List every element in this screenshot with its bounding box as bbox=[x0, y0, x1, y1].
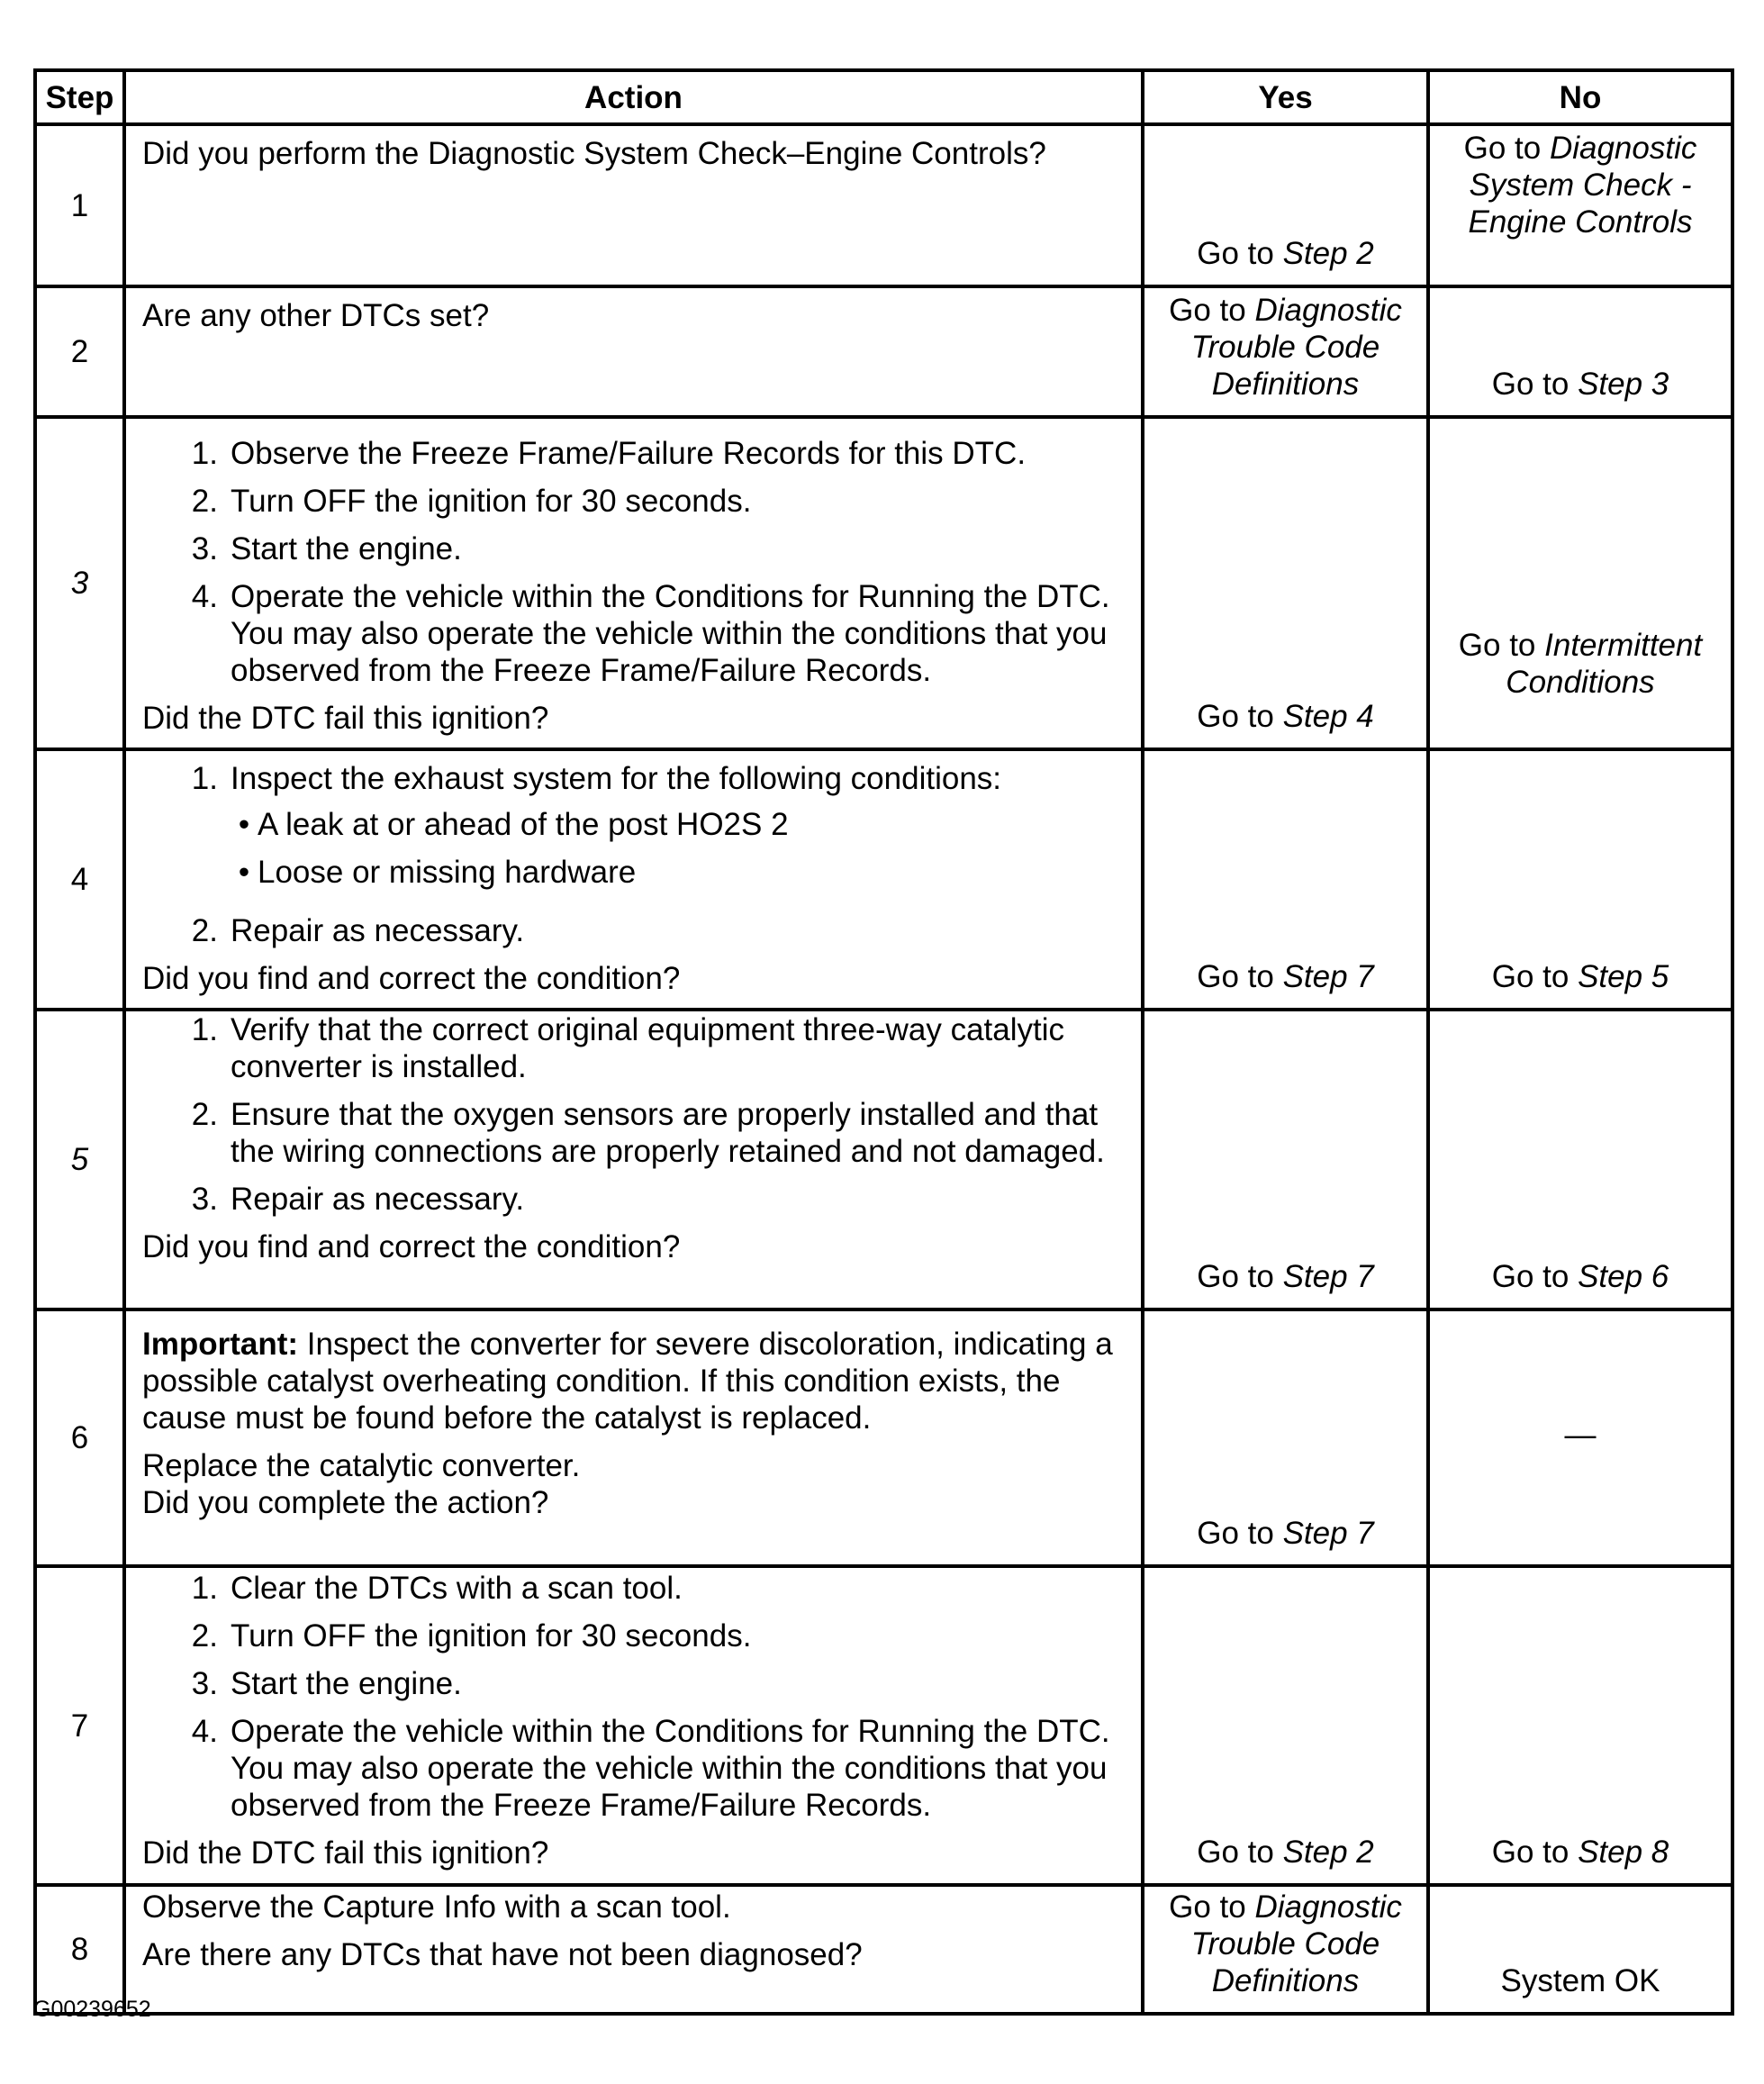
step-number: 1 bbox=[35, 124, 124, 286]
no-prefix: Go to bbox=[1491, 959, 1579, 994]
diagnostic-table bbox=[33, 68, 1734, 2016]
list-item: 2. Ensure that the oxygen sensors are properly installed and that the wiring connections are properly retained and not damaged. bbox=[191, 1097, 1105, 1169]
action-cell bbox=[124, 1010, 1143, 1309]
action-list bbox=[142, 435, 1128, 689]
step-number bbox=[35, 1010, 124, 1309]
step-number bbox=[35, 417, 124, 749]
yes-link[interactable]: Step 4 bbox=[1282, 699, 1374, 734]
no-link[interactable]: Step 5 bbox=[1578, 959, 1669, 994]
yes-link[interactable]: Step 2 bbox=[1282, 1835, 1374, 1870]
list-item: 3. Start the engine. bbox=[191, 531, 462, 566]
action-cell bbox=[124, 417, 1143, 749]
list-item: 2. Repair as necessary. bbox=[191, 913, 525, 948]
action-list bbox=[142, 1011, 1128, 1218]
list-item: 1. Observe the Freeze Frame/Failure Records for this DTC. bbox=[191, 436, 1027, 471]
action-question: Did the DTC fail this ignition? bbox=[142, 1835, 549, 1871]
action-list bbox=[142, 760, 1128, 949]
step-row-8 bbox=[35, 1885, 1732, 2014]
yes-prefix: Go to bbox=[1197, 959, 1283, 994]
yes-cell bbox=[1143, 749, 1428, 1010]
no-prefix: Go to bbox=[1463, 131, 1550, 166]
action-cell bbox=[124, 749, 1143, 1010]
yes-prefix: Go to bbox=[1197, 699, 1283, 734]
no-value: System OK bbox=[1500, 1963, 1660, 1998]
action-question: Did the DTC fail this ignition? bbox=[142, 701, 549, 736]
yes-prefix: Go to bbox=[1197, 1259, 1283, 1294]
action-question: Are there any DTCs that have not been diagnosed? bbox=[142, 1937, 863, 1972]
list-item: 3. Start the engine. bbox=[191, 1666, 462, 1701]
yes-prefix: Go to bbox=[1197, 236, 1283, 271]
list-item: 3. Repair as necessary. bbox=[191, 1182, 525, 1217]
action-question: Did you find and correct the condition? bbox=[142, 961, 681, 996]
header-no: No bbox=[1428, 70, 1732, 124]
action-question: Did you complete the action? bbox=[142, 1485, 549, 1520]
no-cell bbox=[1428, 124, 1732, 286]
yes-prefix: Go to bbox=[1197, 1516, 1283, 1551]
list-item: 1. Clear the DTCs with a scan tool. bbox=[191, 1571, 683, 1606]
yes-link[interactable]: Diagnostic Trouble Code Definitions bbox=[1190, 293, 1402, 402]
action-cell bbox=[124, 286, 1143, 417]
bullet-item: • Loose or missing hardware bbox=[238, 855, 637, 890]
step-row-3 bbox=[35, 417, 1732, 749]
no-link[interactable]: Step 3 bbox=[1578, 367, 1669, 402]
step-number: 6 bbox=[35, 1309, 124, 1566]
step-row-2 bbox=[35, 286, 1732, 417]
step-number: 8 bbox=[35, 1885, 124, 2014]
no-cell bbox=[1428, 1885, 1732, 2014]
yes-cell bbox=[1143, 417, 1428, 749]
yes-cell bbox=[1143, 1885, 1428, 2014]
figure-id: G00239652 bbox=[33, 1997, 151, 2022]
no-cell bbox=[1428, 1309, 1732, 1566]
list-item: 2. Turn OFF the ignition for 30 seconds. bbox=[191, 484, 752, 519]
step-number: 4 bbox=[35, 749, 124, 1010]
action-instruction: Replace the catalytic converter. bbox=[142, 1448, 581, 1483]
action-cell bbox=[124, 1309, 1143, 1566]
list-item: 4. Operate the vehicle within the Conditions for Running the DTC. You may also operate the vehicle within the conditions that you observed from the Freeze Frame/Failure Records. bbox=[191, 1714, 1110, 1823]
step-row-5 bbox=[35, 1010, 1732, 1309]
no-link[interactable]: Intermittent Conditions bbox=[1506, 628, 1703, 700]
step-row-4 bbox=[35, 749, 1732, 1010]
header-step: Step bbox=[35, 70, 124, 124]
step-row-6 bbox=[35, 1309, 1732, 1566]
yes-cell bbox=[1143, 124, 1428, 286]
yes-link[interactable]: Step 2 bbox=[1282, 236, 1374, 271]
list-item: 2. Turn OFF the ignition for 30 seconds. bbox=[191, 1618, 752, 1654]
no-link[interactable]: Diagnostic System Check - Engine Controls bbox=[1468, 131, 1697, 240]
important-note bbox=[142, 1326, 1128, 1436]
step-number: 2 bbox=[35, 286, 124, 417]
yes-prefix: Go to bbox=[1169, 1889, 1255, 1925]
list-item: 1. Inspect the exhaust system for the following conditions: • A leak at or ahead of the post HO2S 2 • Loose or missing hardware bbox=[142, 760, 1128, 902]
bullet-item: • A leak at or ahead of the post HO2S 2 bbox=[238, 807, 789, 842]
yes-link[interactable]: Step 7 bbox=[1282, 959, 1374, 994]
header-action: Action bbox=[124, 70, 1143, 124]
yes-cell bbox=[1143, 1566, 1428, 1885]
action-cell bbox=[124, 1885, 1143, 2014]
no-cell bbox=[1428, 286, 1732, 417]
action-cell bbox=[124, 124, 1143, 286]
yes-cell bbox=[1143, 1309, 1428, 1566]
yes-cell bbox=[1143, 286, 1428, 417]
yes-link[interactable]: Diagnostic Trouble Code Definitions bbox=[1190, 1889, 1402, 1998]
action-question: Did you find and correct the condition? bbox=[142, 1229, 681, 1264]
yes-cell bbox=[1143, 1010, 1428, 1309]
important-label: Important: bbox=[142, 1327, 299, 1362]
list-item: 1. Verify that the correct original equipment three-way catalytic converter is installed. bbox=[191, 1012, 1064, 1084]
header-yes: Yes bbox=[1143, 70, 1428, 124]
step-number: 7 bbox=[35, 1566, 124, 1885]
yes-prefix: Go to bbox=[1169, 293, 1255, 328]
no-cell bbox=[1428, 1010, 1732, 1309]
step-row-7 bbox=[35, 1566, 1732, 1885]
action-instruction: Observe the Capture Info with a scan tool. bbox=[142, 1889, 731, 1925]
yes-prefix: Go to bbox=[1197, 1835, 1283, 1870]
no-cell bbox=[1428, 749, 1732, 1010]
important-text: Inspect the converter for severe discoloration, indicating a possible catalyst overheating condition. If this condition exists, the cause must be found before the catalyst is replaced. bbox=[142, 1327, 1113, 1436]
no-prefix: Go to bbox=[1491, 1259, 1579, 1294]
yes-link[interactable]: Step 7 bbox=[1282, 1259, 1374, 1294]
no-value: — bbox=[1564, 1418, 1597, 1453]
step-number-text: 3 bbox=[70, 566, 89, 601]
list-item: 4. Operate the vehicle within the Conditions for Running the DTC. You may also operate the vehicle within the conditions that you observed from the Freeze Frame/Failure Records. bbox=[191, 579, 1110, 688]
action-list bbox=[142, 1570, 1128, 1824]
no-link[interactable]: Step 6 bbox=[1578, 1259, 1669, 1294]
action-question: Are any other DTCs set? bbox=[142, 298, 490, 333]
bullet-list bbox=[231, 806, 1128, 891]
action-question: Did you perform the Diagnostic System Check–Engine Controls? bbox=[142, 136, 1046, 171]
step-number-text: 5 bbox=[70, 1142, 89, 1177]
step-row-1 bbox=[35, 124, 1732, 286]
no-cell bbox=[1428, 1566, 1732, 1885]
no-prefix: Go to bbox=[1491, 1835, 1579, 1870]
header-row bbox=[35, 70, 1732, 124]
yes-link[interactable]: Step 7 bbox=[1282, 1516, 1374, 1551]
action-cell bbox=[124, 1566, 1143, 1885]
no-prefix: Go to bbox=[1491, 367, 1579, 402]
no-cell bbox=[1428, 417, 1732, 749]
no-link[interactable]: Step 8 bbox=[1578, 1835, 1669, 1870]
no-prefix: Go to bbox=[1458, 628, 1545, 663]
